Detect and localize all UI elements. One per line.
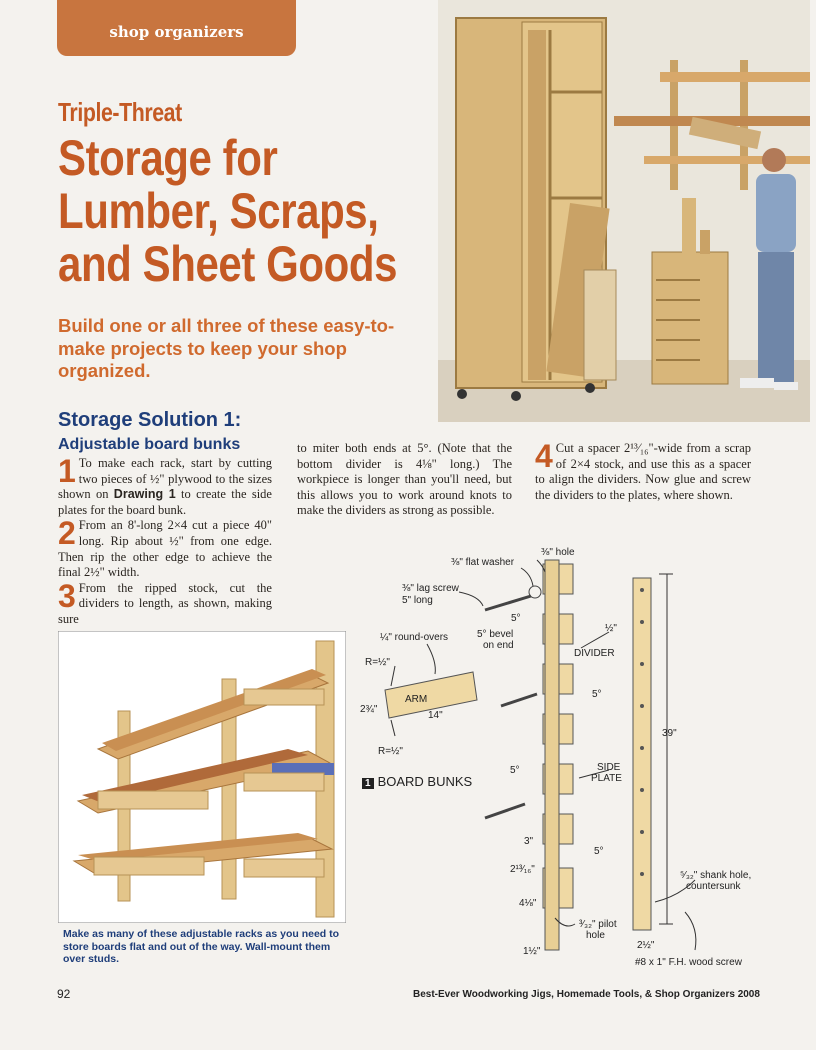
- label-shank-hole: ⁵⁄₃₂" shank hole,: [680, 870, 752, 881]
- label-1-half: 1½": [523, 946, 541, 957]
- headline-line-2: Lumber, Scraps,: [58, 183, 379, 239]
- step-1: [58, 453, 272, 518]
- label-pilot-hole: hole: [586, 930, 605, 941]
- step-number: 1: [58, 453, 76, 489]
- step-number: 2: [58, 515, 76, 552]
- label-divider: DIVIDER: [574, 648, 615, 659]
- step-text: To make each rack, start by cutting two pieces of ½" plywood to the sizes shown on: [58, 456, 272, 502]
- label-radius-bottom: R=½": [378, 746, 403, 757]
- subheading: Adjustable board bunks: [58, 436, 241, 453]
- label-length-39: 39": [662, 728, 677, 739]
- label-bevel: 5° bevel: [477, 629, 514, 640]
- drawing-ref: Drawing 1: [113, 487, 176, 502]
- label-wood-screw: #8 x 1" F.H. wood screw: [635, 957, 742, 968]
- rack-photo: [58, 631, 346, 923]
- drawing-number: 1: [362, 778, 374, 789]
- drawing-title-text: BOARD BUNKS: [377, 774, 473, 789]
- step-number: 3: [58, 577, 76, 614]
- step-text: From the ripped stock, cut the dividers to length, as shown, making sure: [58, 580, 272, 626]
- label-angle: 5°: [510, 765, 520, 776]
- label-hole: ⅜" hole: [541, 547, 575, 558]
- headline-line-1: Storage for: [58, 130, 278, 186]
- headline: [58, 132, 397, 291]
- column-3: [535, 438, 751, 503]
- section-tab: shop organizers: [57, 0, 296, 56]
- step-text: Cut a spacer 2¹³⁄₁₆"-wide from a scrap of 2×4 stock, and use this as a spacer to align the dividers. Now glue and screw the dividers to the plates, where shown.: [535, 441, 751, 502]
- column-1: [58, 453, 272, 628]
- side-plate-left: [545, 560, 559, 950]
- label-arm-length: 14": [428, 710, 443, 721]
- page-number: 92: [57, 987, 71, 1001]
- dek: Build one or all three of these easy-to-make projects to keep your shop organized.: [58, 315, 395, 381]
- label-half-inch: ½": [605, 623, 617, 634]
- step-3-continued: to miter both ends at 5°. (Note that the bottom divider is 4⅛" long.) The workpiece is longer than you'll need, but this allows you to work around knots to make the dividers as strong as possible.: [297, 441, 512, 518]
- label-lag-length: 5" long: [402, 595, 433, 606]
- step-3: [58, 577, 272, 628]
- label-round-overs: ¼" round-overs: [380, 632, 449, 643]
- label-arm: ARM: [405, 694, 428, 705]
- step-number: 4: [535, 438, 553, 474]
- step-2: [58, 515, 272, 580]
- label-pilot: ³⁄₃₂" pilot: [579, 919, 617, 930]
- label-on-end: on end: [483, 640, 514, 651]
- label-countersunk: countersunk: [686, 881, 741, 892]
- label-flat-washer: ⅜" flat washer: [451, 557, 515, 568]
- label-side: SIDE: [597, 762, 621, 773]
- label-plate: PLATE: [591, 773, 622, 784]
- step-text: to create the side plates for the board bunk.: [58, 487, 272, 517]
- label-3-inch: 3": [524, 836, 534, 847]
- label-angle: 5°: [594, 846, 604, 857]
- label-plate-width: 2½": [637, 940, 655, 951]
- label-bottom-divider: 4⅛": [519, 898, 537, 909]
- kicker: Triple-Threat: [58, 97, 182, 127]
- label-angle: 5°: [511, 613, 521, 624]
- label-angle: 5°: [592, 689, 602, 700]
- label-spacer-width: 2¹³⁄₁₆": [510, 864, 535, 875]
- step-4: [535, 438, 751, 503]
- running-footer: Best-Ever Woodworking Jigs, Homemade Tools, & Shop Organizers 2008: [413, 989, 760, 1000]
- step-text: From an 8'-long 2×4 cut a piece 40" long. Rip about ½" from one edge. Then rip the other edge to achieve the final 2½" width.: [58, 518, 272, 580]
- photo-caption: Make as many of these adjustable racks as you need to store boards flat and out of the way. Wall-mount them over studs.: [63, 928, 340, 965]
- section-heading: Storage Solution 1:: [58, 409, 242, 431]
- label-arm-height: 2¾": [360, 704, 378, 715]
- headline-line-3: and Sheet Goods: [58, 236, 398, 292]
- hero-photo: [438, 0, 810, 422]
- label-lag-screw: ⅜" lag screw: [402, 583, 459, 594]
- side-plate: [633, 578, 651, 930]
- column-2: [297, 441, 512, 519]
- label-radius-top: R=½": [365, 657, 390, 668]
- drawing-title: [362, 774, 472, 789]
